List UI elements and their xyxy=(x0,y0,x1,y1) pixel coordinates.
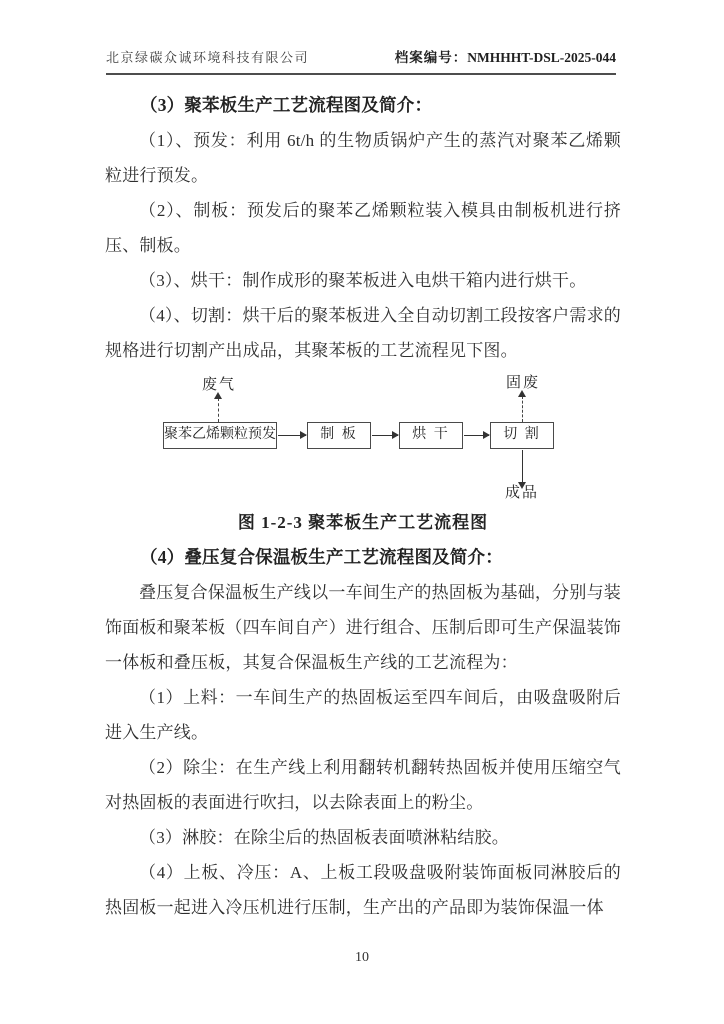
document-body xyxy=(105,88,621,925)
page-number: 10 xyxy=(355,950,369,965)
flow-arrow-right-icon xyxy=(464,435,489,436)
paragraph-cold-pressing: （4）上板、冷压：A、上板工段吸盘吸附装饰面板同淋胶后的热固板一起进入冷压机进行压制，生产出的产品即为装饰保温一体 xyxy=(105,863,621,917)
flow-box-drying: 烘 干 xyxy=(399,422,463,449)
page-header xyxy=(106,46,616,75)
waste-gas-arrow-up-icon xyxy=(218,398,219,422)
paragraph-glue-spraying: （3）淋胶：在除尘后的热固板表面喷淋粘结胶。 xyxy=(139,828,509,847)
paragraph-drying: （3）、烘干：制作成形的聚苯板进入电烘干箱内进行烘干。 xyxy=(139,271,587,290)
section-heading-composite: （4）叠压复合保温板生产工艺流程图及简介： xyxy=(140,547,503,567)
file-number-value: NMHHHT-DSL-2025-044 xyxy=(467,50,616,65)
flow-box-prefoam: 聚苯乙烯颗粒预发 xyxy=(163,422,277,449)
paragraph-prefoam: （1）、预发：利用 6t/h 的生物质锅炉产生的蒸汽对聚苯乙烯颗粒进行预发。 xyxy=(105,131,621,185)
file-number-label: 档案编号： xyxy=(394,50,468,65)
paragraph-dust-removal: （2）除尘：在生产线上利用翻转机翻转热固板并使用压缩空气对热固板的表面进行吹扫，以去除表面上的粉尘。 xyxy=(105,758,621,812)
flow-box-cutting: 切 割 xyxy=(490,422,554,449)
paragraph-board-making: （2）、制板：预发后的聚苯乙烯颗粒装入模具由制板机进行挤压、制板。 xyxy=(105,201,621,255)
paragraph-loading: （1）上料：一车间生产的热固板运至四车间后，由吸盘吸附后进入生产线。 xyxy=(105,688,621,742)
solid-waste-arrow-up-icon xyxy=(522,396,523,422)
flow-label-solid-waste: 固废 xyxy=(506,375,541,391)
paragraph-cutting: （4）、切割：烘干后的聚苯板进入全自动切割工段按客户需求的规格进行切割产出成品，其聚苯板的工艺流程见下图。 xyxy=(105,306,621,360)
file-number xyxy=(395,46,616,66)
company-name: 北京绿碳众诚环境科技有限公司 xyxy=(106,50,310,65)
flow-label-product: 成品 xyxy=(505,485,540,501)
flow-box-board-making: 制 板 xyxy=(307,422,371,449)
flow-label-waste-gas: 废气 xyxy=(202,377,237,393)
flow-arrow-right-icon xyxy=(278,435,306,436)
section-heading-psb: （3）聚苯板生产工艺流程图及简介： xyxy=(140,95,433,115)
product-arrow-down-icon xyxy=(522,450,523,483)
process-flowchart xyxy=(105,372,621,505)
flow-arrow-right-icon xyxy=(372,435,398,436)
figure-caption: 图 1-2-3 聚苯板生产工艺流程图 xyxy=(237,513,489,532)
paragraph-composite-intro: 叠压复合保温板生产线以一车间生产的热固板为基础，分别与装饰面板和聚苯板（四车间自产）进行组合、压制后即可生产保温装饰一体板和叠压板，其复合保温板生产线的工艺流程为： xyxy=(105,583,621,672)
